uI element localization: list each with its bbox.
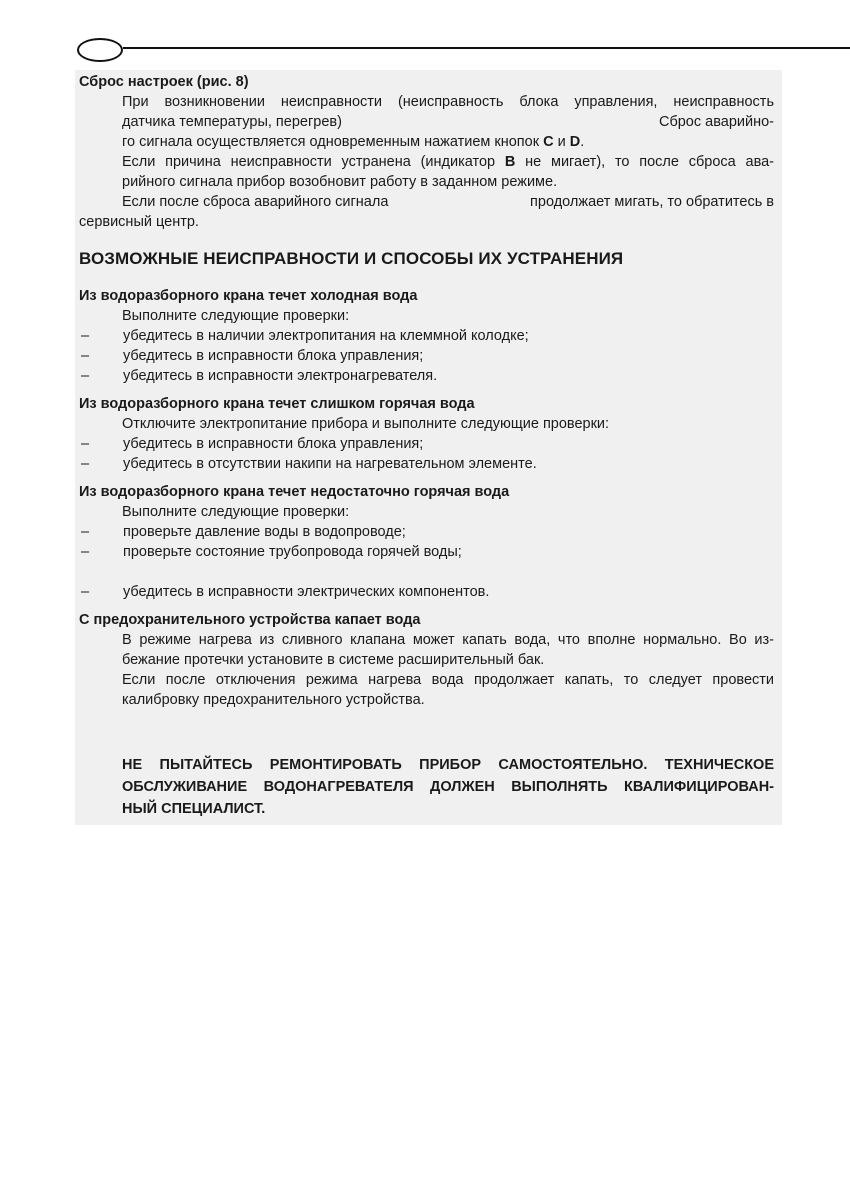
section-heading-not-hot-enough: Из водоразборного крана течет недостаточно горячая вода xyxy=(79,484,510,500)
reset-p1-line3a: го сигнала осуществляется одновременным нажатием кнопок xyxy=(122,134,540,150)
section-intro: Выполните следующие проверки: xyxy=(122,504,350,520)
dash-bullet: – xyxy=(81,348,90,364)
section-intro: Отключите электропитание прибора и выполните следующие проверки: xyxy=(122,416,610,432)
list-item: – проверьте давление воды в водопроводе; xyxy=(81,524,406,540)
period: . xyxy=(580,134,585,150)
key-c-label: C xyxy=(543,134,554,150)
warning-block xyxy=(79,754,774,820)
section-intro: Выполните следующие проверки: xyxy=(122,308,350,324)
page-header xyxy=(0,0,850,70)
list-item: – убедитесь в исправности блока управления; xyxy=(81,348,424,364)
reset-p3-line1 xyxy=(122,192,774,212)
dash-bullet: – xyxy=(81,524,90,540)
dash-bullet: – xyxy=(81,436,90,452)
safety-p2-line1: Если после отключения режима нагрева вода продолжает капать, то следует провести xyxy=(122,672,774,688)
reset-p1-line2a: датчика температуры, перегрев) xyxy=(122,114,342,130)
reset-p2-a: Если причина неисправности устранена (индикатор xyxy=(122,154,496,170)
reset-p3-line2: сервисный центр. xyxy=(79,214,199,230)
dash-bullet: – xyxy=(81,328,90,344)
section-heading-safety-valve-drip: С предохранительного устройства капает вода xyxy=(79,612,421,628)
warning-line1: НЕ ПЫТАЙТЕСЬ РЕМОНТИРОВАТЬ ПРИБОР САМОСТОЯТЕЛЬНО. ТЕХНИЧЕСКОЕ xyxy=(122,757,774,773)
list-item: – убедитесь в наличии электропитания на клеммной колодке; xyxy=(81,328,529,344)
list-item: – убедитесь в отсутствии накипи на нагревательном элементе. xyxy=(81,456,537,472)
reset-p3-b: продолжает мигать, то обратитесь в xyxy=(530,194,774,210)
word-and: и xyxy=(557,134,566,150)
section-heading-too-hot-water: Из водоразборного крана течет слишком горячая вода xyxy=(79,396,475,412)
dash-bullet: – xyxy=(81,584,90,600)
reset-p2-line2: рийного сигнала прибор возобновит работу в заданном режиме. xyxy=(122,174,558,190)
safety-p2-line2: калибровку предохранительного устройства. xyxy=(122,692,425,708)
dash-bullet: – xyxy=(81,456,90,472)
reset-p1-line2 xyxy=(122,112,774,132)
reset-heading: Сброс настроек (рис. 8) xyxy=(79,74,249,90)
reset-paragraphs xyxy=(79,92,774,212)
page-number-oval xyxy=(77,38,123,62)
list-item: – проверьте состояние трубопровода горячей воды; xyxy=(81,544,462,560)
reset-p2-b: не мигает), то после сброса ава- xyxy=(525,154,774,170)
reset-p2-line1 xyxy=(122,152,774,172)
list-item: – убедитесь в исправности блока управления; xyxy=(81,436,424,452)
reset-p1-line3 xyxy=(122,132,774,152)
list-item: – убедитесь в исправности электронагревателя. xyxy=(81,368,438,384)
header-rule xyxy=(123,47,850,49)
reset-p1-line1: При возникновении неисправности (неисправность блока управления, неисправность xyxy=(122,94,774,110)
dash-bullet: – xyxy=(81,544,90,560)
manual-content xyxy=(75,70,782,825)
indicator-b-label: B xyxy=(504,154,516,170)
list-item: – убедитесь в исправности электрических компонентов. xyxy=(81,584,490,600)
dash-bullet: – xyxy=(81,368,90,384)
troubleshooting-title: ВОЗМОЖНЫЕ НЕИСПРАВНОСТИ И СПОСОБЫ ИХ УСТРАНЕНИЯ xyxy=(79,249,624,268)
reset-p3-a: Если после сброса аварийного сигнала xyxy=(122,194,389,210)
safety-valve-paragraphs xyxy=(79,630,774,710)
warning-line2: ОБСЛУЖИВАНИЕ ВОДОНАГРЕВАТЕЛЯ ДОЛЖЕН ВЫПОЛНЯТЬ КВАЛИФИЦИРОВАН- xyxy=(122,779,774,795)
section-heading-cold-water: Из водоразборного крана течет холодная вода xyxy=(79,288,418,304)
reset-p1-line2b: Сброс аварийно- xyxy=(658,114,774,130)
warning-line3: НЫЙ СПЕЦИАЛИСТ. xyxy=(122,801,266,817)
key-d-label: D xyxy=(569,134,581,150)
safety-p1-line2: бежание протечки установите в системе расширительный бак. xyxy=(122,652,545,668)
safety-p1-line1: В режиме нагрева из сливного клапана может капать вода, что вполне нормально. Во из- xyxy=(122,632,774,648)
